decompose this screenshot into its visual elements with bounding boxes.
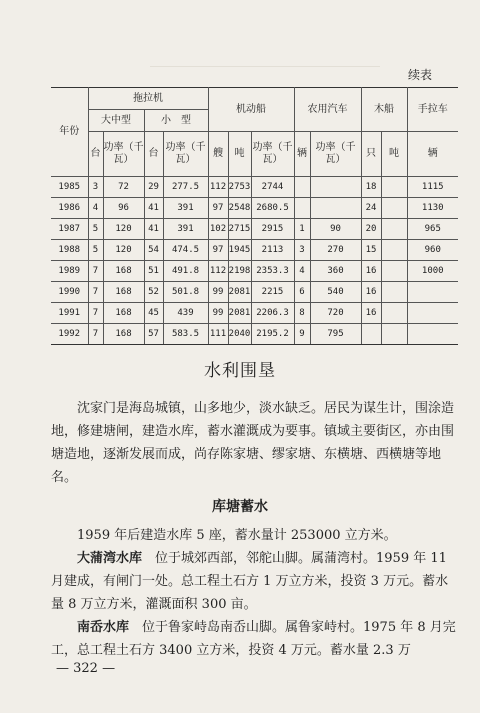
table-cell: 2744 xyxy=(251,177,294,198)
table-cell: 97 xyxy=(208,240,228,261)
table-cell: 72 xyxy=(103,177,144,198)
table-cell: 2753 xyxy=(228,177,251,198)
table-cell: 2040 xyxy=(228,324,251,345)
table-cell: 2113 xyxy=(251,240,294,261)
table-cell: 4 xyxy=(294,261,310,282)
table-cell: 51 xyxy=(144,261,163,282)
table-cell: 99 xyxy=(208,282,228,303)
table-cell: 439 xyxy=(163,303,208,324)
reservoir-description: 位于鲁家峙岛南岙山脚。属鲁家峙村。1975 年 8 月完工，总工程土石方 3400 立方米，投资 4 万元。蓄水量 2.3 万 xyxy=(51,620,456,658)
table-cell: 720 xyxy=(310,303,361,324)
table-cell: 795 xyxy=(310,324,361,345)
tractor-large-medium: 大中型 xyxy=(88,110,144,132)
table-cell: 2915 xyxy=(251,219,294,240)
table-cell: 1130 xyxy=(407,198,458,219)
table-cell: 18 xyxy=(361,177,381,198)
paragraph-dapuwan xyxy=(51,547,459,616)
table-row xyxy=(51,282,458,303)
col-power: 功率（千瓦） xyxy=(310,132,361,177)
table-cell: 168 xyxy=(103,261,144,282)
table-cell: 9 xyxy=(294,324,310,345)
table-cell: 2215 xyxy=(251,282,294,303)
table-row xyxy=(51,198,458,219)
col-unit: 辆 xyxy=(294,132,310,177)
group-tractor: 拖拉机 xyxy=(88,88,208,110)
group-handcart: 手拉车 xyxy=(407,88,458,132)
table-cell: 168 xyxy=(103,303,144,324)
year-cell: 1991 xyxy=(51,303,88,324)
table-cell: 540 xyxy=(310,282,361,303)
table-cell: 2680.5 xyxy=(251,198,294,219)
table-cell: 16 xyxy=(361,282,381,303)
table-cell xyxy=(310,198,361,219)
table-cell: 7 xyxy=(88,282,103,303)
table-cell: 7 xyxy=(88,303,103,324)
table-cell xyxy=(381,282,407,303)
table-row xyxy=(51,177,458,198)
table-cell: 391 xyxy=(163,198,208,219)
group-wooden-boat: 木船 xyxy=(361,88,407,132)
table-cell: 102 xyxy=(208,219,228,240)
table-cell: 120 xyxy=(103,240,144,261)
intro-paragraph: 沈家门是海岛城镇，山多地少，淡水缺乏。居民为谋生计，围涂造地，修建塘闸，建造水库，蓄水灌溉成为要事。镇域主要街区，亦由围塘造地，逐渐发展而成，尚存陈家塘、缪家塘、东横塘、西横塘等地名。 xyxy=(51,401,455,485)
table-cell: 2548 xyxy=(228,198,251,219)
continued-label: 续表 xyxy=(408,68,433,82)
col-power: 功率（千瓦） xyxy=(251,132,294,177)
table-cell: 3 xyxy=(88,177,103,198)
col-unit: 台 xyxy=(88,132,103,177)
table-cell: 965 xyxy=(407,219,458,240)
table-cell: 277.5 xyxy=(163,177,208,198)
table-cell: 54 xyxy=(144,240,163,261)
table-cell: 270 xyxy=(310,240,361,261)
table-cell xyxy=(407,303,458,324)
table-cell xyxy=(361,324,381,345)
table-cell: 2081 xyxy=(228,303,251,324)
table-cell: 391 xyxy=(163,219,208,240)
table-cell: 5 xyxy=(88,240,103,261)
table-cell: 491.8 xyxy=(163,261,208,282)
table-cell xyxy=(294,198,310,219)
table-cell: 111 xyxy=(208,324,228,345)
table-cell: 1000 xyxy=(407,261,458,282)
table-cell: 20 xyxy=(361,219,381,240)
year-cell: 1988 xyxy=(51,240,88,261)
table-cell xyxy=(407,282,458,303)
table-cell: 168 xyxy=(103,324,144,345)
table-cell: 90 xyxy=(310,219,361,240)
table-cell: 1 xyxy=(294,219,310,240)
table-cell: 2715 xyxy=(228,219,251,240)
table-cell: 45 xyxy=(144,303,163,324)
table-cell: 112 xyxy=(208,261,228,282)
year-header: 年份 xyxy=(51,88,88,177)
col-power: 功率（千瓦） xyxy=(163,132,208,177)
data-table xyxy=(51,87,458,345)
year-cell: 1986 xyxy=(51,198,88,219)
table-cell: 97 xyxy=(208,198,228,219)
table-cell: 7 xyxy=(88,261,103,282)
reservoir-description: 位于城郊西部，邻舵山脚。属蒲湾村。1959 年 11 月建成，有闸门一处。总工程土石方 1 万立方米，投资 3 万元。蓄水量 8 万立方米，灌溉面积 300 亩。 xyxy=(51,551,449,612)
table-cell: 3 xyxy=(294,240,310,261)
table-cell: 2353.3 xyxy=(251,261,294,282)
table-row xyxy=(51,261,458,282)
table-cell: 5 xyxy=(88,219,103,240)
table-cell: 360 xyxy=(310,261,361,282)
table-cell xyxy=(407,324,458,345)
paragraph-reservoir-count: 1959 年后建造水库 5 座，蓄水量计 253000 立方米。 xyxy=(77,528,397,543)
table-cell: 96 xyxy=(103,198,144,219)
table-cell xyxy=(381,219,407,240)
reservoir-name: 大蒲湾水库 xyxy=(77,551,143,566)
table-row xyxy=(51,324,458,345)
table-cell: 168 xyxy=(103,282,144,303)
table-cell: 15 xyxy=(361,240,381,261)
table-cell: 29 xyxy=(144,177,163,198)
bleed-through-line xyxy=(150,66,380,73)
table-cell: 2198 xyxy=(228,261,251,282)
table-cell: 583.5 xyxy=(163,324,208,345)
col-unit: 辆 xyxy=(407,132,458,177)
paragraph-nanao xyxy=(51,616,459,662)
reservoir-name: 南岙水库 xyxy=(77,620,130,635)
year-cell: 1985 xyxy=(51,177,88,198)
col-tonnage: 吨 xyxy=(381,132,407,177)
table-cell xyxy=(381,324,407,345)
table-cell: 501.8 xyxy=(163,282,208,303)
table-cell: 1115 xyxy=(407,177,458,198)
subsection-title: 库塘蓄水 xyxy=(212,499,268,515)
table-cell xyxy=(381,303,407,324)
table-cell: 4 xyxy=(88,198,103,219)
table-cell xyxy=(310,177,361,198)
table-cell: 2081 xyxy=(228,282,251,303)
table-cell: 16 xyxy=(361,261,381,282)
tractor-small: 小 型 xyxy=(144,110,208,132)
table-cell: 2195.2 xyxy=(251,324,294,345)
year-cell: 1987 xyxy=(51,219,88,240)
table-row xyxy=(51,240,458,261)
table-row xyxy=(51,219,458,240)
table-row xyxy=(51,303,458,324)
table-cell xyxy=(381,198,407,219)
table-cell: 41 xyxy=(144,198,163,219)
table-cell xyxy=(381,240,407,261)
table-cell xyxy=(381,177,407,198)
table-cell: 57 xyxy=(144,324,163,345)
table-cell: 6 xyxy=(294,282,310,303)
section-title: 水利围垦 xyxy=(204,361,276,381)
table-cell xyxy=(381,261,407,282)
year-cell: 1992 xyxy=(51,324,88,345)
table-cell: 8 xyxy=(294,303,310,324)
table-cell: 7 xyxy=(88,324,103,345)
col-power: 功率（千瓦） xyxy=(103,132,144,177)
group-motor-boat: 机动船 xyxy=(208,88,294,132)
table-cell: 16 xyxy=(361,303,381,324)
year-cell: 1990 xyxy=(51,282,88,303)
table-cell: 960 xyxy=(407,240,458,261)
table-cell: 41 xyxy=(144,219,163,240)
table-cell: 1945 xyxy=(228,240,251,261)
table-cell: 99 xyxy=(208,303,228,324)
group-farm-truck: 农用汽车 xyxy=(294,88,361,132)
table-cell: 474.5 xyxy=(163,240,208,261)
year-cell: 1989 xyxy=(51,261,88,282)
col-tonnage: 吨 xyxy=(228,132,251,177)
table-cell: 112 xyxy=(208,177,228,198)
col-unit: 艘 xyxy=(208,132,228,177)
table-cell: 24 xyxy=(361,198,381,219)
table-cell: 52 xyxy=(144,282,163,303)
col-unit: 只 xyxy=(361,132,381,177)
table-cell: 120 xyxy=(103,219,144,240)
table-cell: 2206.3 xyxy=(251,303,294,324)
col-unit: 台 xyxy=(144,132,163,177)
page-number: — 322 — xyxy=(56,661,116,676)
table-cell xyxy=(294,177,310,198)
